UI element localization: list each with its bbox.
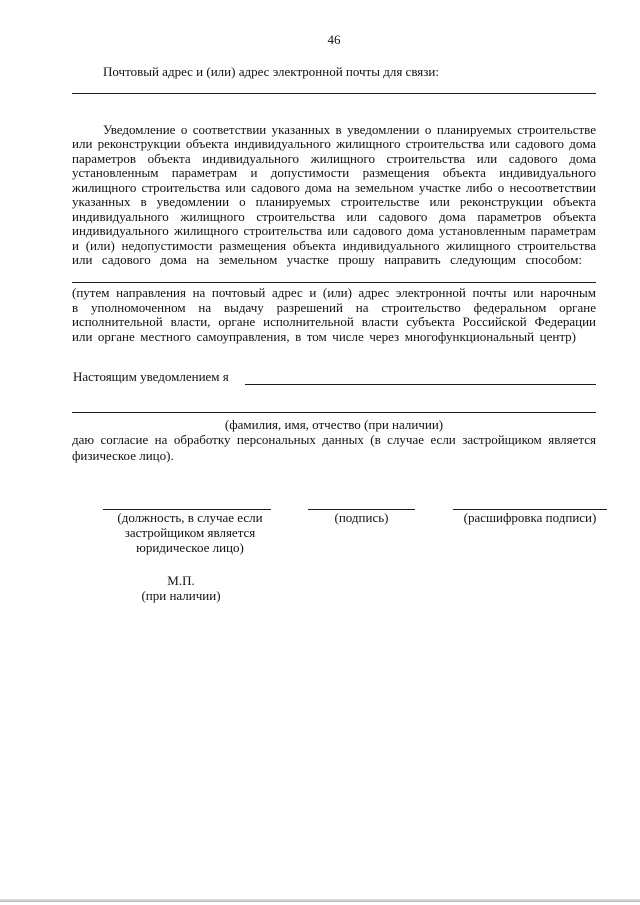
paragraph-line: индивидуального жилищного строительства или садового дома установленным параметрам — [72, 223, 596, 239]
paragraph-line: установленным параметрам и допустимости размещения объекта индивидуального — [72, 165, 596, 181]
applicant-name-hint: (фамилия, имя, отчество (при наличии) — [224, 417, 444, 432]
paragraph-line: или садового дома на земельном участке прошу направить следующим способом: — [72, 251, 582, 267]
hint-line: (путем направления на почтовый адрес и (или) адрес электронной почты или нарочным — [72, 285, 596, 300]
position-caption-line: юридическое лицо) — [136, 540, 244, 555]
position-caption — [103, 510, 277, 555]
stamp-placeholder — [131, 573, 231, 603]
applicant-name-blank-line — [245, 384, 596, 385]
page-number: 46 — [327, 32, 341, 47]
delivery-method-hint — [72, 286, 596, 344]
hint-line: исполнительной власти, органе исполнительной власти субъекта Российской Федерации — [72, 314, 596, 330]
paragraph-line: указанных в уведомлении о планируемых строительстве или реконструкции объекта — [72, 194, 596, 210]
hint-line: в уполномоченном на выдачу разрешений на строительство федеральном органе — [72, 299, 596, 315]
applicant-name-blank-line-full — [72, 412, 596, 413]
paragraph-line: и (или) недопустимости размещения объекта индивидуального жилищного строительства — [72, 237, 596, 253]
paragraph-line: или реконструкции объекта индивидуального жилищного строительства или садового дома — [72, 136, 596, 152]
signature-transcript-caption: (расшифровка подписи) — [463, 510, 597, 525]
contact-address-blank-line — [72, 93, 596, 94]
position-caption-line: застройщиком является — [124, 525, 256, 540]
contact-address-label: Почтовый адрес и (или) адрес электронной почты для связи: — [103, 64, 439, 79]
consent-intro-text: Настоящим уведомлением я — [73, 369, 229, 384]
paragraph-line: параметров объекта индивидуального жилищного строительства или садового дома — [72, 150, 596, 166]
signature-caption: (подпись) — [334, 510, 389, 525]
stamp-hint: (при наличии) — [141, 588, 221, 603]
hint-line: или органе местного самоуправления, в том числе через многофункциональный центр) — [72, 328, 576, 344]
delivery-method-blank-line — [72, 282, 596, 283]
scan-bottom-edge — [0, 899, 640, 902]
stamp-label: М.П. — [167, 573, 195, 588]
personal-data-consent-paragraph — [72, 432, 596, 463]
delivery-request-paragraph — [72, 123, 596, 267]
paragraph-line: Уведомление о соответствии указанных в уведомлении о планируемых строительстве — [103, 122, 596, 137]
position-caption-line: (должность, в случае если — [117, 510, 263, 525]
consent-line: физическое лицо). — [72, 447, 174, 463]
paragraph-line: индивидуального жилищного строительства или садового дома параметров объекта — [72, 208, 596, 224]
paragraph-line: жилищного строительства или садового дома на земельном участке либо о несоответствии — [72, 179, 596, 195]
consent-line: даю согласие на обработку персональных данных (в случае если застройщиком является — [72, 432, 596, 447]
